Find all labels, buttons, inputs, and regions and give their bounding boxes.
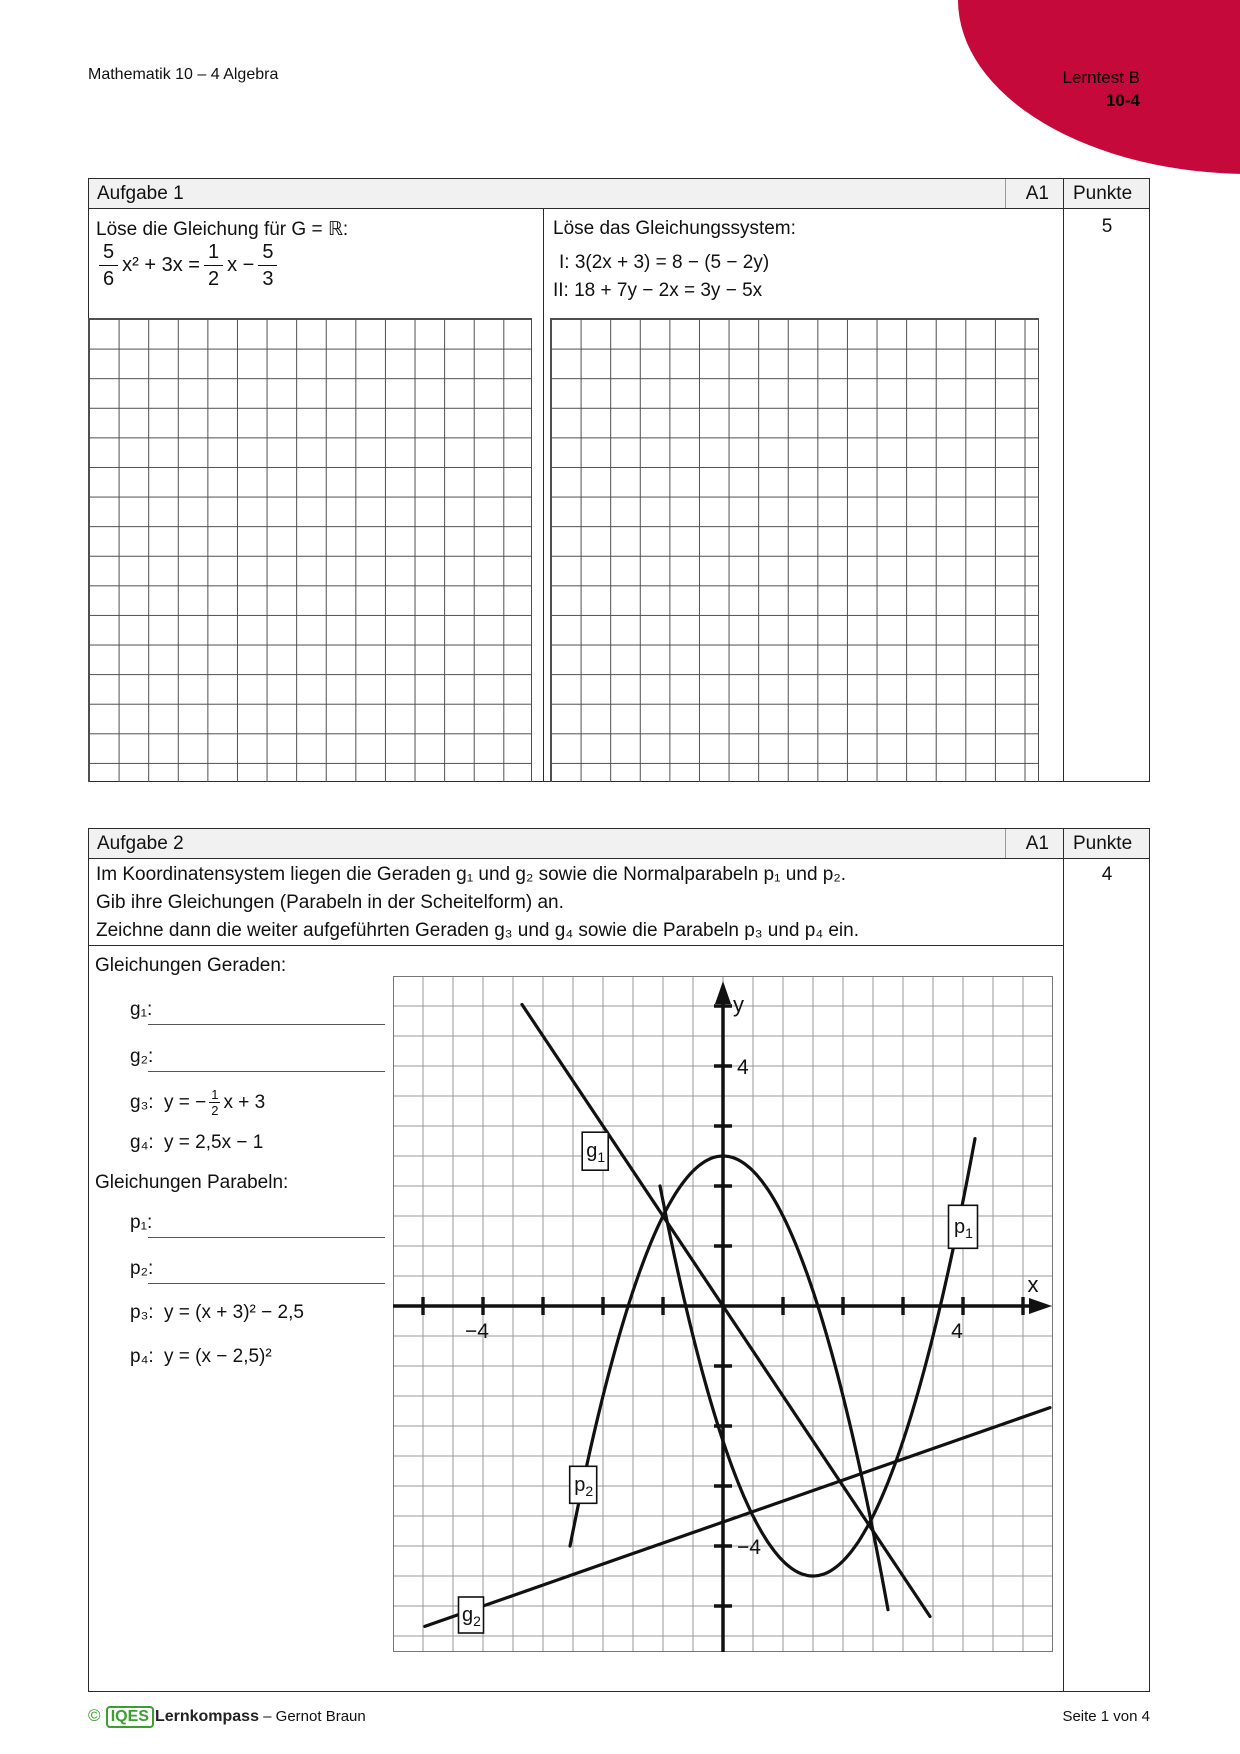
svg-text:x: x bbox=[1027, 1272, 1039, 1297]
svg-text:g1: $g_1$ bbox=[586, 1140, 606, 1166]
svg-text:y: y bbox=[733, 992, 744, 1017]
p2-equation-row bbox=[130, 1258, 164, 1280]
equation-middle-2: x − bbox=[227, 254, 255, 276]
svg-text:4: 4 bbox=[951, 1320, 963, 1343]
publisher-logo bbox=[88, 1706, 366, 1728]
fraction-5-6: $\frac{5}{6}$ bbox=[99, 242, 118, 289]
g1-answer-blank[interactable] bbox=[148, 1024, 385, 1025]
task1-left-equation bbox=[95, 242, 281, 289]
g1-equation-row bbox=[130, 999, 164, 1021]
task1-equation-2: II: 18 + 7y − 2x = 3y − 5x bbox=[553, 280, 763, 301]
task1-points-header: Punkte bbox=[1073, 183, 1133, 204]
task2-punkte-divider bbox=[1063, 829, 1064, 1691]
task2-points-value: 4 bbox=[1101, 864, 1113, 885]
document-title: Mathematik 10 – 4 Algebra bbox=[88, 66, 279, 83]
p3-label: p₃: bbox=[130, 1302, 154, 1323]
test-code-label: 10-4 bbox=[1105, 91, 1140, 110]
g1-label: g₁: bbox=[130, 999, 153, 1020]
parabolas-section-heading: Gleichungen Parabeln: bbox=[95, 1172, 289, 1193]
task1-center-divider bbox=[543, 209, 544, 781]
p4-label: p₄: bbox=[130, 1346, 154, 1367]
svg-text:4: 4 bbox=[737, 1056, 749, 1079]
task1-title: Aufgabe 1 bbox=[97, 183, 184, 204]
task1-header-row bbox=[89, 179, 1149, 209]
lernkompass-label: Lernkompass bbox=[154, 1708, 259, 1725]
task2-column-label: A1 bbox=[1025, 833, 1049, 854]
g3-fraction: $\frac{1}{2}$ bbox=[211, 1087, 219, 1118]
p3-equation-row bbox=[130, 1302, 304, 1324]
task2-instruction-separator bbox=[89, 945, 1063, 946]
page-number: Seite 1 von 4 bbox=[1062, 1708, 1150, 1725]
p2-answer-blank[interactable] bbox=[148, 1283, 385, 1284]
g3-label: g₃: bbox=[130, 1091, 154, 1113]
g4-value: y = 2,5x − 1 bbox=[164, 1132, 264, 1153]
task1-equation-1: I: 3(2x + 3) = 8 − (5 − 2y) bbox=[559, 252, 770, 273]
g3-equation-row bbox=[130, 1088, 265, 1117]
g3-value-pre: y = − bbox=[164, 1091, 207, 1113]
badge-text bbox=[1063, 66, 1141, 112]
working-grid-right[interactable] bbox=[550, 318, 1039, 782]
task1-punkte-divider bbox=[1063, 179, 1064, 781]
task2-a1-divider bbox=[1005, 829, 1006, 858]
g4-label: g₄: bbox=[130, 1132, 154, 1153]
fraction-5-3: $\frac{5}{3}$ bbox=[258, 242, 277, 289]
g4-equation-row bbox=[130, 1132, 263, 1154]
g2-label: g₂: bbox=[130, 1046, 154, 1067]
lines-section-heading: Gleichungen Geraden: bbox=[95, 955, 287, 976]
svg-text:p2: $p_2$ bbox=[574, 1473, 594, 1499]
equation-middle-1: x² + 3x = bbox=[122, 254, 200, 276]
svg-text:−4: −4 bbox=[737, 1536, 761, 1559]
p1-equation-row bbox=[130, 1212, 164, 1234]
svg-text:−4: −4 bbox=[465, 1320, 489, 1343]
task1-points-value: 5 bbox=[1101, 216, 1113, 237]
copyright-icon: © bbox=[88, 1706, 101, 1725]
coordinate-system[interactable] bbox=[393, 976, 1053, 1652]
p3-value: y = (x + 3)² − 2,5 bbox=[164, 1302, 304, 1323]
task1-left-prompt: Löse die Gleichung für G = ℝ: bbox=[96, 219, 349, 240]
author-label: – Gernot Braun bbox=[263, 1708, 366, 1725]
p1-label: p₁: bbox=[130, 1212, 153, 1233]
p4-equation-row bbox=[130, 1346, 272, 1368]
task2-instruction-2: Gib ihre Gleichungen (Parabeln in der Scheitelform) an. bbox=[96, 892, 564, 913]
task1-a1-divider bbox=[1005, 179, 1006, 208]
task2-instruction-1: Im Koordinatensystem liegen die Geraden g₁ und g₂ sowie die Normalparabeln p₁ und p₂. bbox=[96, 864, 847, 885]
svg-text:g2: $g_2$ bbox=[462, 1604, 481, 1629]
page-footer bbox=[88, 1702, 1150, 1738]
p4-value: y = (x − 2,5)² bbox=[164, 1346, 272, 1367]
p1-answer-blank[interactable] bbox=[148, 1237, 385, 1238]
iqes-logo: IQES bbox=[106, 1706, 154, 1728]
task1-column-label: A1 bbox=[1025, 183, 1049, 204]
task2-header-row bbox=[89, 829, 1149, 859]
task2-title: Aufgabe 2 bbox=[97, 833, 184, 854]
task2-instruction-3: Zeichne dann die weiter aufgeführten Geraden g₃ und g₄ sowie die Parabeln p₃ und p₄ ein. bbox=[96, 920, 859, 941]
g2-answer-blank[interactable] bbox=[148, 1071, 385, 1072]
svg-text:p1: $p_1$ bbox=[954, 1215, 973, 1241]
task2-points-header: Punkte bbox=[1073, 833, 1133, 854]
p2-label: p₂: bbox=[130, 1258, 154, 1279]
test-version-label: Lerntest B bbox=[1062, 68, 1140, 87]
g3-value-post: x + 3 bbox=[223, 1091, 266, 1113]
task1-right-prompt: Löse das Gleichungssystem: bbox=[553, 218, 796, 239]
fraction-1-2: $\frac{1}{2}$ bbox=[204, 242, 223, 289]
working-grid-left[interactable] bbox=[88, 318, 532, 782]
g2-equation-row bbox=[130, 1046, 164, 1068]
